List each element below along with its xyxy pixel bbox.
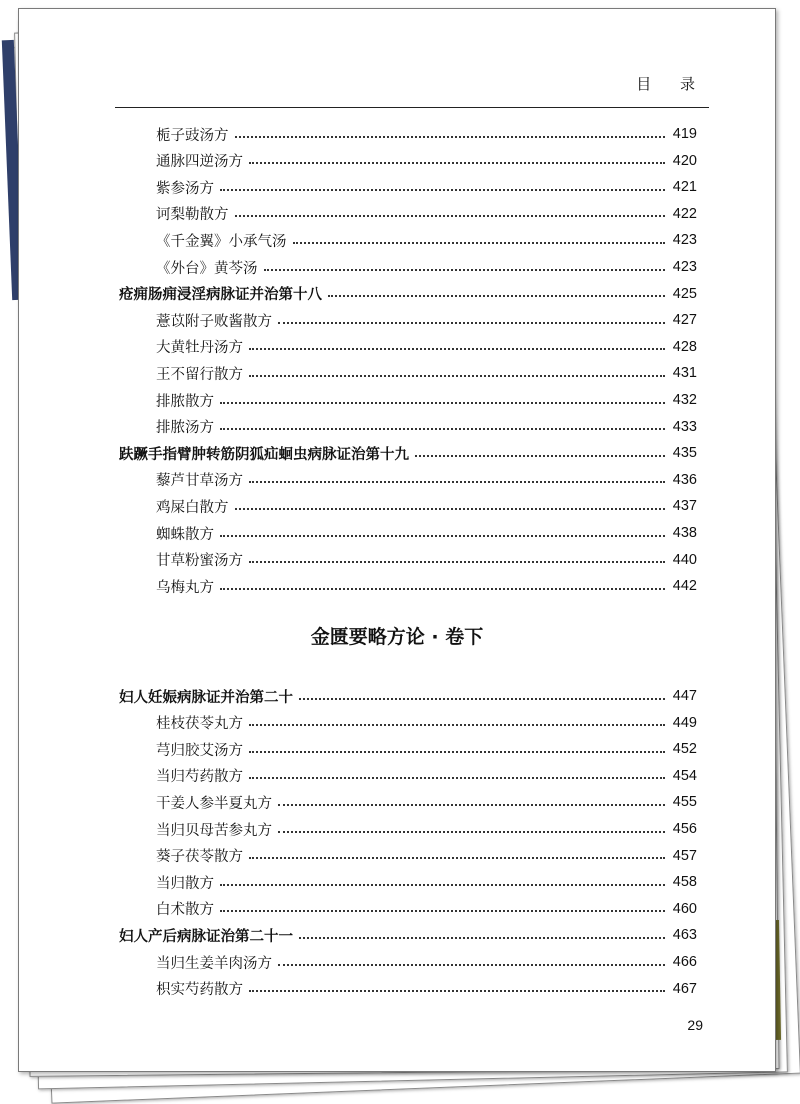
toc-entry[interactable]	[156, 148, 697, 174]
toc-entry[interactable]	[156, 387, 697, 413]
dot-leader	[249, 750, 665, 753]
toc-entry-title: 排脓汤方	[156, 420, 214, 437]
dot-leader	[249, 560, 665, 563]
toc-entry[interactable]	[156, 736, 697, 762]
toc-entry-title: 趺蹶手指臂肿转筋阴狐疝蛔虫病脉证治第十九	[119, 446, 409, 463]
toc-entry-title: 栀子豉汤方	[156, 127, 229, 144]
toc-entry-title: 大黄牡丹汤方	[156, 340, 243, 357]
dot-leader	[235, 507, 666, 510]
dot-leader	[415, 454, 665, 457]
toc-entry[interactable]	[156, 763, 697, 789]
toc-entry[interactable]	[156, 976, 697, 1002]
toc-entry-page: 452	[672, 741, 697, 758]
section-title: 金匮要略方论 · 卷下	[310, 626, 484, 648]
page-number: 29	[687, 1017, 703, 1033]
toc-entry-page: 437	[672, 498, 697, 515]
toc-entry[interactable]	[156, 710, 697, 736]
toc-chapter-entry[interactable]	[119, 281, 697, 307]
toc-entry-title: 王不留行散方	[156, 366, 243, 383]
toc-entry-title: 薏苡附子败酱散方	[156, 313, 272, 330]
toc-entry-title: 《外台》黄芩汤	[156, 260, 258, 277]
toc-entry[interactable]	[156, 360, 697, 386]
toc-entry-page: 432	[672, 392, 697, 408]
toc-chapter-entry[interactable]	[119, 440, 697, 466]
toc-entry-page: 427	[672, 312, 697, 329]
toc-entry-page: 423	[672, 259, 697, 275]
toc-chapter-entry[interactable]	[119, 922, 697, 948]
toc-entry-page: 457	[672, 847, 697, 864]
toc-entry[interactable]	[156, 414, 697, 440]
dot-leader	[249, 856, 665, 859]
running-head: 目 录	[636, 75, 707, 93]
toc-entry-title: 藜芦甘草汤方	[156, 473, 243, 490]
toc-entry-page: 435	[672, 445, 697, 462]
dot-leader	[249, 723, 665, 726]
toc-entry-title: 妇人妊娠病脉证并治第二十	[119, 689, 293, 706]
toc-entry[interactable]	[156, 467, 697, 493]
toc-entry-page: 466	[672, 954, 697, 970]
toc-entry[interactable]	[156, 334, 697, 360]
dot-leader	[220, 883, 665, 886]
toc-entry-page: 422	[672, 205, 697, 222]
toc-entry-page: 433	[672, 418, 697, 435]
toc-entry-title: 妇人产后病脉证治第二十一	[119, 928, 293, 945]
toc-entry[interactable]	[156, 493, 697, 519]
toc-entry[interactable]	[156, 896, 697, 922]
dot-leader	[249, 161, 665, 164]
dot-leader	[278, 803, 665, 806]
toc-entry-page: 449	[672, 714, 697, 731]
toc-entry-page: 428	[672, 338, 697, 355]
toc-entry-page: 463	[672, 927, 697, 944]
toc-entry-title: 通脉四逆汤方	[156, 154, 243, 171]
toc-entry-page: 458	[672, 874, 697, 891]
toc-entry[interactable]	[156, 254, 697, 280]
dot-leader	[249, 374, 665, 377]
dot-leader	[249, 480, 665, 483]
dot-leader	[249, 776, 665, 779]
toc-entry[interactable]	[156, 201, 697, 227]
document-page	[18, 8, 776, 1072]
toc-entry-page: 447	[672, 688, 697, 704]
dot-leader	[220, 534, 665, 537]
toc-entry-page: 421	[672, 179, 697, 196]
toc-entry-page: 438	[672, 525, 697, 541]
dot-leader	[249, 989, 665, 992]
dot-leader	[299, 697, 665, 700]
toc-entry-page: 419	[672, 126, 697, 142]
toc-entry[interactable]	[156, 307, 697, 333]
toc-entry-title: 紫参汤方	[156, 180, 214, 197]
toc-entry-title: 诃梨勒散方	[156, 207, 229, 224]
toc-entry-page: 436	[672, 471, 697, 488]
dot-leader	[299, 936, 665, 939]
dot-leader	[278, 321, 665, 324]
toc-entry-page: 420	[672, 152, 697, 169]
toc-entry[interactable]	[156, 520, 697, 546]
toc-entry-page: 455	[672, 794, 697, 811]
toc-entry-title: 枳实芍药散方	[156, 982, 243, 999]
toc-entry[interactable]	[156, 949, 697, 975]
toc-entry-page: 440	[672, 551, 697, 568]
toc-entry[interactable]	[156, 843, 697, 869]
toc-entry-page: 454	[672, 767, 697, 784]
toc-entry-title: 芎归胶艾汤方	[156, 742, 243, 759]
toc-chapter-entry[interactable]	[119, 683, 697, 709]
dot-leader	[328, 294, 665, 297]
toc-entry[interactable]	[156, 121, 697, 147]
toc-entry[interactable]	[156, 227, 697, 253]
toc-entry-title: 干姜人参半夏丸方	[156, 795, 272, 812]
toc-entry-title: 蜘蛛散方	[156, 526, 214, 543]
dot-leader	[220, 587, 665, 590]
toc-entry-page: 425	[672, 285, 697, 302]
toc-entry-page: 467	[672, 980, 697, 997]
toc-entry-title: 鸡屎白散方	[156, 499, 229, 516]
toc-entry-page: 431	[672, 365, 697, 382]
dot-leader	[293, 241, 666, 244]
dot-leader	[278, 963, 665, 966]
toc-entry-title: 当归散方	[156, 875, 214, 892]
toc-entry-title: 当归生姜羊肉汤方	[156, 955, 272, 972]
toc-entry-title: 白术散方	[156, 902, 214, 919]
dot-leader	[278, 830, 665, 833]
toc-entry-title: 甘草粉蜜汤方	[156, 553, 243, 570]
dot-leader	[220, 401, 665, 404]
toc-entry-title: 《千金翼》小承气汤	[156, 233, 287, 250]
header-rule	[115, 107, 709, 108]
dot-leader	[220, 188, 665, 191]
toc-entry[interactable]	[156, 547, 697, 573]
toc-entry[interactable]	[156, 816, 697, 842]
toc-entry[interactable]	[156, 174, 697, 200]
toc-entry-title: 当归贝母苦参丸方	[156, 822, 272, 839]
toc-entry-title: 桂枝茯苓丸方	[156, 716, 243, 733]
dot-leader	[264, 268, 666, 271]
toc-entry-page: 460	[672, 900, 697, 917]
toc-entry[interactable]	[156, 869, 697, 895]
toc-entry-title: 排脓散方	[156, 393, 214, 410]
toc-entry-title: 葵子茯苓散方	[156, 849, 243, 866]
dot-leader	[235, 135, 666, 138]
dot-leader	[235, 214, 666, 217]
dot-leader	[220, 909, 665, 912]
toc-entry-page: 456	[672, 821, 697, 837]
toc-entry-title: 当归芍药散方	[156, 769, 243, 786]
toc-entry-title: 乌梅丸方	[156, 579, 214, 596]
dot-leader	[249, 347, 665, 350]
dot-leader	[220, 427, 665, 430]
toc-entry[interactable]	[156, 573, 697, 599]
toc-entry-page: 442	[672, 578, 697, 595]
toc-entry[interactable]	[156, 789, 697, 815]
toc-entry-title: 疮痈肠痈浸淫病脉证并治第十八	[119, 287, 322, 304]
toc-entry-page: 423	[672, 232, 697, 249]
